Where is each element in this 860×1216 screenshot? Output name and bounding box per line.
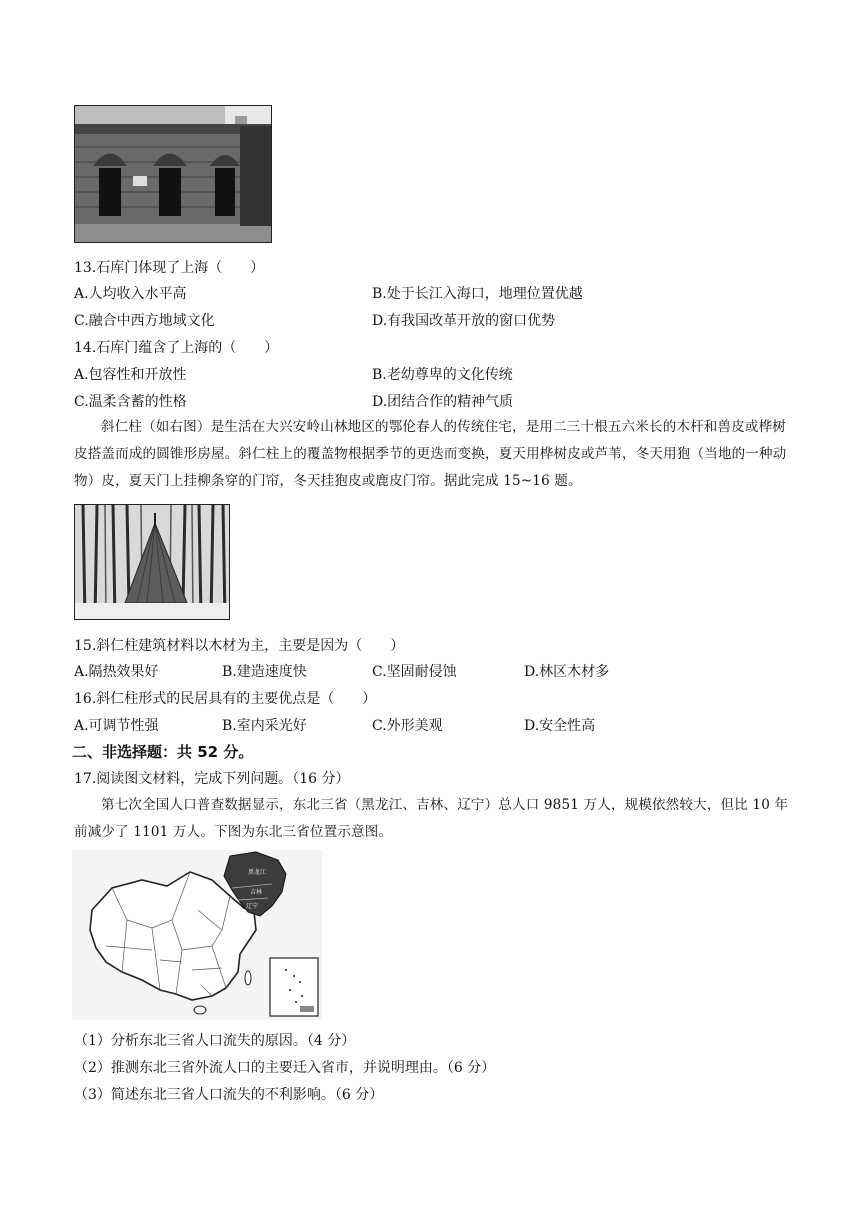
q16-option-d[interactable]: D.安全性高	[524, 718, 596, 734]
q16-option-b[interactable]: B.室内采光好	[222, 718, 307, 734]
q16-option-c[interactable]: C.外形美观	[372, 718, 443, 734]
q13-option-c[interactable]: C.融合中西方地域文化	[74, 313, 215, 329]
q15-option-d[interactable]: D.林区木材多	[524, 664, 610, 680]
map-label-heilongjiang: 黑龙江	[248, 869, 267, 876]
section-2-title: 二、非选择题：共 52 分。	[72, 743, 254, 761]
china-map	[72, 850, 322, 1020]
q14-option-b[interactable]: B.老幼尊卑的文化传统	[372, 367, 513, 383]
q17-passage: 第七次全国人口普查数据显示，东北三省（黑龙江、吉林、辽宁）总人口 9851 万人，规模依然较大，但比 10 年前减少了 1101 万人。下图为东北三省位置示意图。	[74, 797, 789, 840]
q14-option-c[interactable]: C.温柔含蓄的性格	[74, 394, 187, 410]
q16-stem: 16.斜仁柱形式的民居具有的主要优点是（ ）	[74, 691, 377, 707]
q14-option-a[interactable]: A.包容性和开放性	[74, 367, 187, 383]
q15-stem: 15.斜仁柱建筑材料以木材为主，主要是因为（ ）	[74, 638, 405, 654]
q17-stem: 17.阅读图文材料，完成下列问题。（16 分）	[74, 771, 350, 787]
passage-15-16: 斜仁柱（如右图）是生活在大兴安岭山林地区的鄂伦春人的传统住宅，是用二三十根五六米长的木杆和兽皮或桦树皮搭盖而成的圆锥形房屋。斜仁柱上的覆盖物根据季节的更迭而变换，夏天用桦树皮或芦苇，冬天用狍（当地的一种动物）皮，夏天门上挂柳条穿的门帘，冬天挂狍皮或鹿皮门帘。据此完成 15~16 题。	[74, 419, 787, 489]
xierenzhu-photo	[74, 504, 230, 620]
q13-option-d[interactable]: D.有我国改革开放的窗口优势	[372, 313, 556, 329]
q13-stem: 13.石库门体现了上海（ ）	[74, 260, 265, 276]
shikumen-photo	[74, 105, 272, 243]
q17-sub-2: （2）推测东北三省外流人口的主要迁入省市，并说明理由。（6 分）	[74, 1060, 496, 1076]
map-label-jilin: 吉林	[250, 889, 263, 896]
q16-option-a[interactable]: A.可调节性强	[74, 718, 159, 734]
q15-option-c[interactable]: C.坚固耐侵蚀	[372, 664, 457, 680]
q13-option-a[interactable]: A.人均收入水平高	[74, 286, 187, 302]
map-label-liaoning: 辽宁	[246, 903, 259, 910]
q15-option-b[interactable]: B.建造速度快	[222, 664, 307, 680]
q13-option-b[interactable]: B.处于长江入海口，地理位置优越	[372, 286, 583, 302]
q14-option-d[interactable]: D.团结合作的精神气质	[372, 394, 514, 410]
q15-option-a[interactable]: A.隔热效果好	[74, 664, 159, 680]
q17-sub-1: （1）分析东北三省人口流失的原因。（4 分）	[74, 1033, 356, 1049]
q17-sub-3: （3）简述东北三省人口流失的不利影响。（6 分）	[74, 1087, 384, 1103]
q14-stem: 14.石库门蕴含了上海的（ ）	[74, 340, 279, 356]
